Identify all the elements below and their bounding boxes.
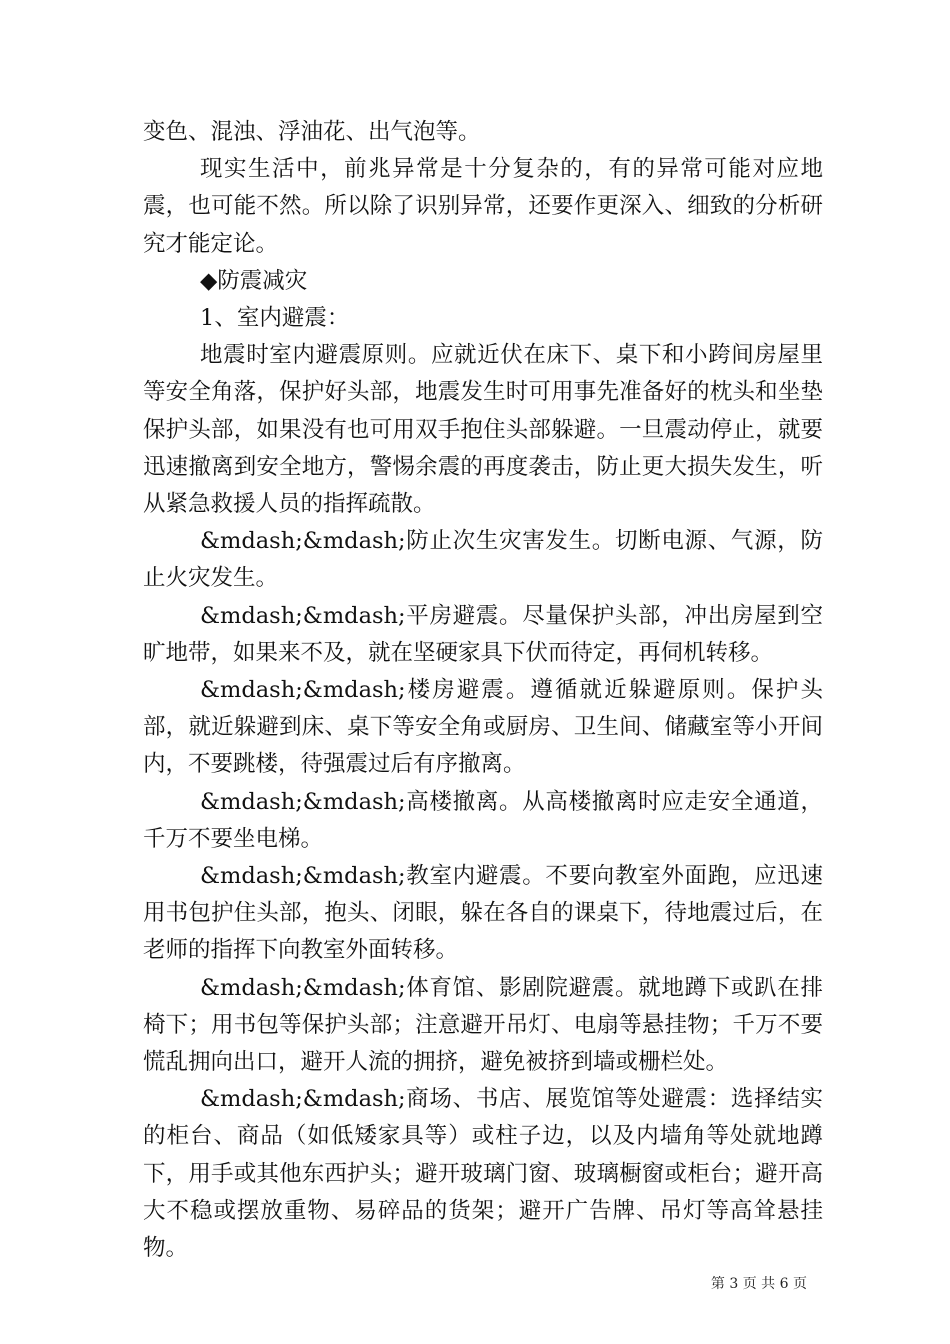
subheading-indoor-shelter: 1、室内避震：: [200, 305, 350, 332]
paragraph-precursor-analysis: 现实生活中，前兆异常是十分复杂的，有的异常可能对应地震，也可能不然。所以除了识别异常，还要作更深入、细致的分析研究才能定论。: [143, 156, 823, 257]
paragraph-continuation: 变色、混浊、浮油花、出气泡等。: [143, 119, 481, 145]
paragraph-classroom: &mdash;&mdash;教室内避震。不要向教室外面跑，应迅速用书包护住头部，抱头、闭眼，躲在各自的课桌下，待地震过后，在老师的指挥下向教室外面转移。: [143, 863, 823, 964]
paragraph-multi-storey: &mdash;&mdash;楼房避震。遵循就近躲避原则。保护头部，就近躲避到床、桌下等安全角或厨房、卫生间、储藏室等小开间内，不要跳楼，待强震过后有序撤离。: [143, 677, 823, 778]
paragraph-single-storey: &mdash;&mdash;平房避震。尽量保护头部，冲出房屋到空旷地带，如果来不及，就在坚硬家具下伏而待定，再伺机转移。: [143, 602, 823, 666]
paragraph-indoor-principle: 地震时室内避震原则。应就近伏在床下、桌下和小跨间房屋里等安全角落，保护好头部，地震发生时可用事先准备好的枕头和坐垫保护头部，如果没有也可用双手抱住头部躲避。一旦震动停止，就要迅速撤离到安全地方，警惕余震的再度袭击，防止更大损失发生，听从紧急救援人员的指挥疏散。: [143, 342, 823, 518]
page-number: 第 3 页 共 6 页: [710, 1276, 807, 1292]
paragraph-mall-bookstore: &mdash;&mdash;商场、书店、展览馆等处避震：选择结实的柜台、商品（如低矮家具等）或柱子边，以及内墙角等处就地蹲下，用手或其他东西护头；避开玻璃门窗、玻璃橱窗或柜台；避开高大不稳或摆放重物、易碎品的货架；避开广告牌、吊灯等高耸悬挂物。: [143, 1086, 823, 1262]
paragraph-secondary-disaster: &mdash;&mdash;防止次生灾害发生。切断电源、气源，防止火灾发生。: [143, 528, 823, 592]
paragraph-high-rise: &mdash;&mdash;高楼撤离。从高楼撤离时应走安全通道，千万不要坐电梯。: [143, 788, 823, 852]
document-body: [143, 114, 823, 1267]
paragraph-gym-theater: &mdash;&mdash;体育馆、影剧院避震。就地蹲下或趴在排椅下；用书包等保护头部；注意避开吊灯、电扇等悬挂物；千万不要慌乱拥向出口，避开人流的拥挤，避免被挤到墙或栅栏处。: [143, 974, 823, 1076]
section-heading-disaster-prevention: ◆防震减灾: [200, 267, 308, 294]
